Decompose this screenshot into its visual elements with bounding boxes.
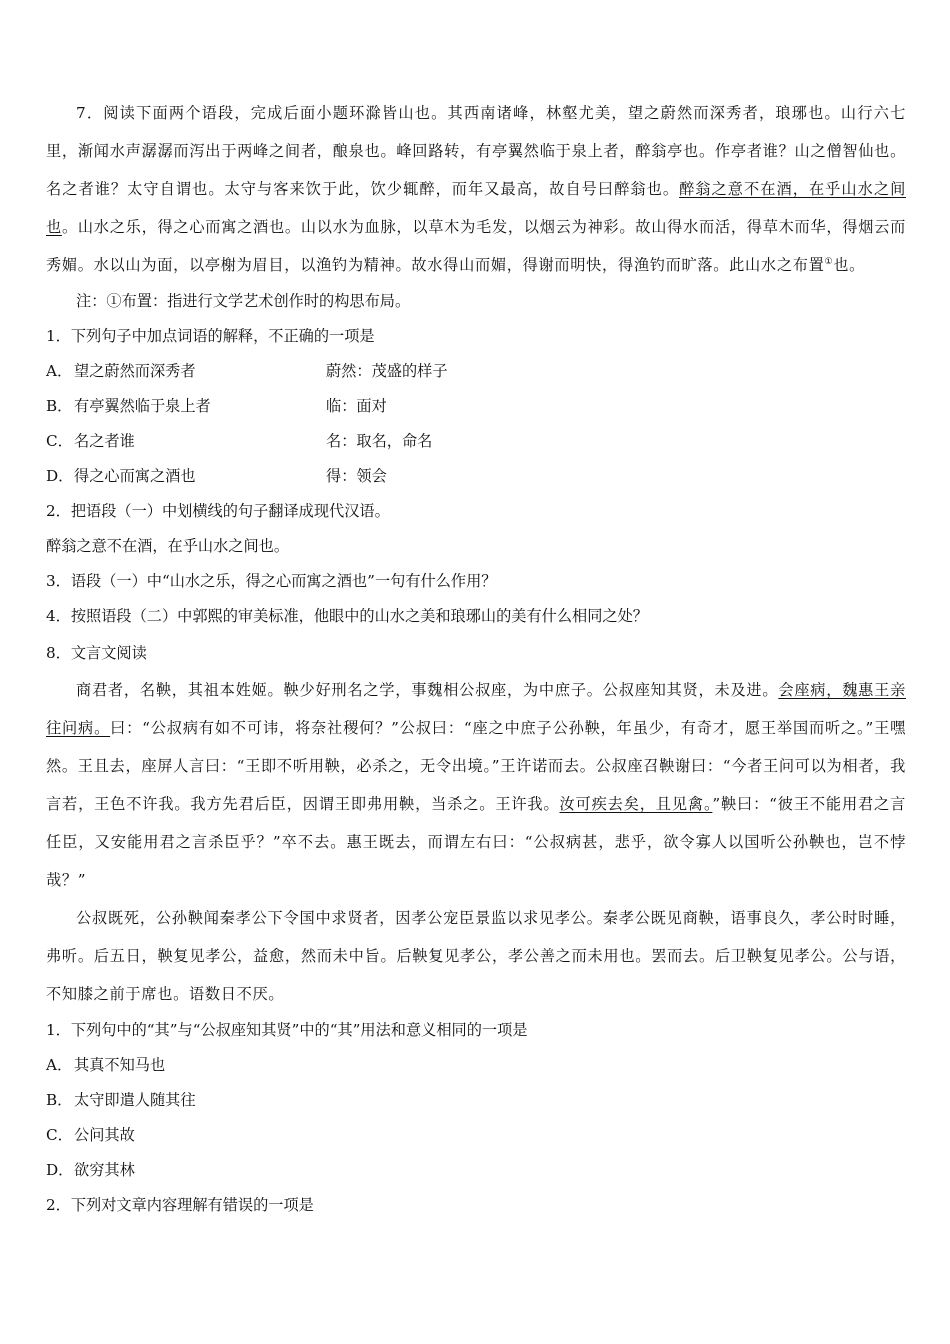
option-a bbox=[46, 354, 906, 389]
sub-question-2-stem: 2．把语段（一）中划横线的句子翻译成现代汉语。 bbox=[46, 502, 390, 520]
paragraph-text: 商君者，名鞅，其祖本姓姬。鞅少好刑名之学，事魏相公叔座，为中庶子。公叔座知其贤，未及进。 bbox=[76, 681, 779, 699]
q8-option-c bbox=[46, 1118, 906, 1153]
sub-question-3-stem: 3．语段（一）中“山水之乐，得之心而寓之酒也”一句有什么作用？ bbox=[46, 572, 497, 590]
question-7-passage bbox=[46, 94, 906, 284]
option-label: C． bbox=[46, 432, 73, 450]
option-c bbox=[46, 424, 906, 459]
passage-text-end: 也。 bbox=[833, 256, 866, 274]
sub-question-4-stem: 4．按照语段（二）中郭熙的审美标准，他眼中的山水之美和琅琊山的美有什么相同之处？ bbox=[46, 607, 648, 625]
option-text: 欲穷其林 bbox=[74, 1161, 135, 1179]
option-text: 其真不知马也 bbox=[74, 1056, 166, 1074]
option-b bbox=[46, 389, 906, 424]
option-text: 太守即遣人随其往 bbox=[74, 1091, 196, 1109]
passage-text: 7．阅读下面两个语段，完成后面小题环滁皆山也。其西南诸峰，林壑尤美，望之蔚然而深秀者，琅琊也。山行六七里，渐闻水声潺潺而泻出于两峰之间者，酿泉也。峰回路转，有亭翼然临于泉上者，醉翁亭也。作亭者谁？山之僧智仙也。名之者谁？太守自谓也。太守与客来饮于此，饮少辄醉，而年又最高，故自号曰醉翁也。 bbox=[46, 104, 906, 198]
option-text: 有亭翼然临于泉上者 bbox=[74, 397, 211, 415]
option-label: C． bbox=[46, 1126, 73, 1144]
paragraph-text-end: ”鞅曰：“彼王不能用君之言任臣，又安能用君之言杀臣乎？”卒不去。惠王既去，而谓左右曰：“公叔病甚，悲乎，欲令寡人以国听公孙鞅也，岂不悖哉？” bbox=[46, 795, 906, 889]
passage-text-cont: 。山水之乐，得之心而寓之酒也。山以水为血脉，以草木为毛发，以烟云为神彩。故山得水而活，得草木而华，得烟云而秀媚。水以山为面，以亭榭为眉目，以渔钓为精神。故水得山而媚，得谢而明快，得渔钓而旷落。此山水之布置 bbox=[46, 218, 906, 274]
option-gloss: 临：面对 bbox=[326, 397, 387, 415]
underlined-sentence-2: 汝可疾去矣，且见禽。 bbox=[559, 795, 713, 813]
q8-sub-question-1-stem: 1．下列句中的“其”与“公叔座知其贤”中的“其”用法和意义相同的一项是 bbox=[46, 1021, 528, 1039]
option-label: A． bbox=[46, 1056, 73, 1074]
footnote: 注：①布置：指进行文学艺术创作时的构思布局。 bbox=[76, 292, 411, 310]
option-text: 望之蔚然而深秀者 bbox=[74, 362, 196, 380]
document-page bbox=[46, 94, 906, 1223]
sub-question-1-stem: 1．下列句子中加点词语的解释，不正确的一项是 bbox=[46, 327, 375, 345]
q8-option-b bbox=[46, 1083, 906, 1118]
option-gloss: 蔚然：茂盛的样子 bbox=[326, 362, 448, 380]
paragraph-text-mid: 曰：“公叔病有如不可讳，将奈社稷何？”公叔曰：“座之中庶子公孙鞅，年虽少，有奇才，愿王举国而听之。”王嘿然。王且去，座屏人言曰：“王即不听用鞅，必杀之，无令出境。”王许诺而去。公叔座召鞅谢曰：“今者王问可以为相者，我言若，王色不许我。我方先君后臣，因谓王即弗用鞅，当杀之。王许我。 bbox=[46, 719, 906, 813]
option-text: 名之者谁 bbox=[74, 432, 135, 450]
option-gloss: 得：领会 bbox=[326, 467, 387, 485]
footnote-marker: ① bbox=[824, 257, 834, 267]
option-label: D． bbox=[46, 467, 74, 485]
q8-sub-question-2-stem: 2．下列对文章内容理解有错误的一项是 bbox=[46, 1196, 314, 1214]
sub-question-2-sentence: 醉翁之意不在酒，在乎山水之间也。 bbox=[46, 537, 289, 555]
option-label: D． bbox=[46, 1161, 74, 1179]
question-8-paragraph-1 bbox=[46, 671, 906, 899]
option-label: A． bbox=[46, 362, 73, 380]
question-8-title: 8．文言文阅读 bbox=[46, 644, 147, 662]
option-gloss: 名：取名，命名 bbox=[326, 432, 433, 450]
q8-option-a bbox=[46, 1048, 906, 1083]
option-text: 公问其故 bbox=[74, 1126, 135, 1144]
option-d bbox=[46, 459, 906, 494]
underlined-sentence-1: 会座病，魏惠王亲往问病。 bbox=[46, 681, 906, 737]
underlined-sentence: 醉翁之意不在酒，在乎山水之间也 bbox=[46, 180, 906, 236]
option-text: 得之心而寓之酒也 bbox=[74, 467, 196, 485]
q8-option-d bbox=[46, 1153, 906, 1188]
option-label: B． bbox=[46, 1091, 73, 1109]
question-8-paragraph-2: 公叔既死，公孙鞅闻秦孝公下令国中求贤者，因孝公宠臣景监以求见孝公。秦孝公既见商鞅，语事良久，孝公时时睡，弗听。后五日，鞅复见孝公，益愈，然而未中旨。后鞅复见孝公，孝公善之而未用也。罢而去。后卫鞅复见孝公。公与语，不知膝之前于席也。语数日不厌。 bbox=[46, 909, 906, 1003]
option-label: B． bbox=[46, 397, 73, 415]
